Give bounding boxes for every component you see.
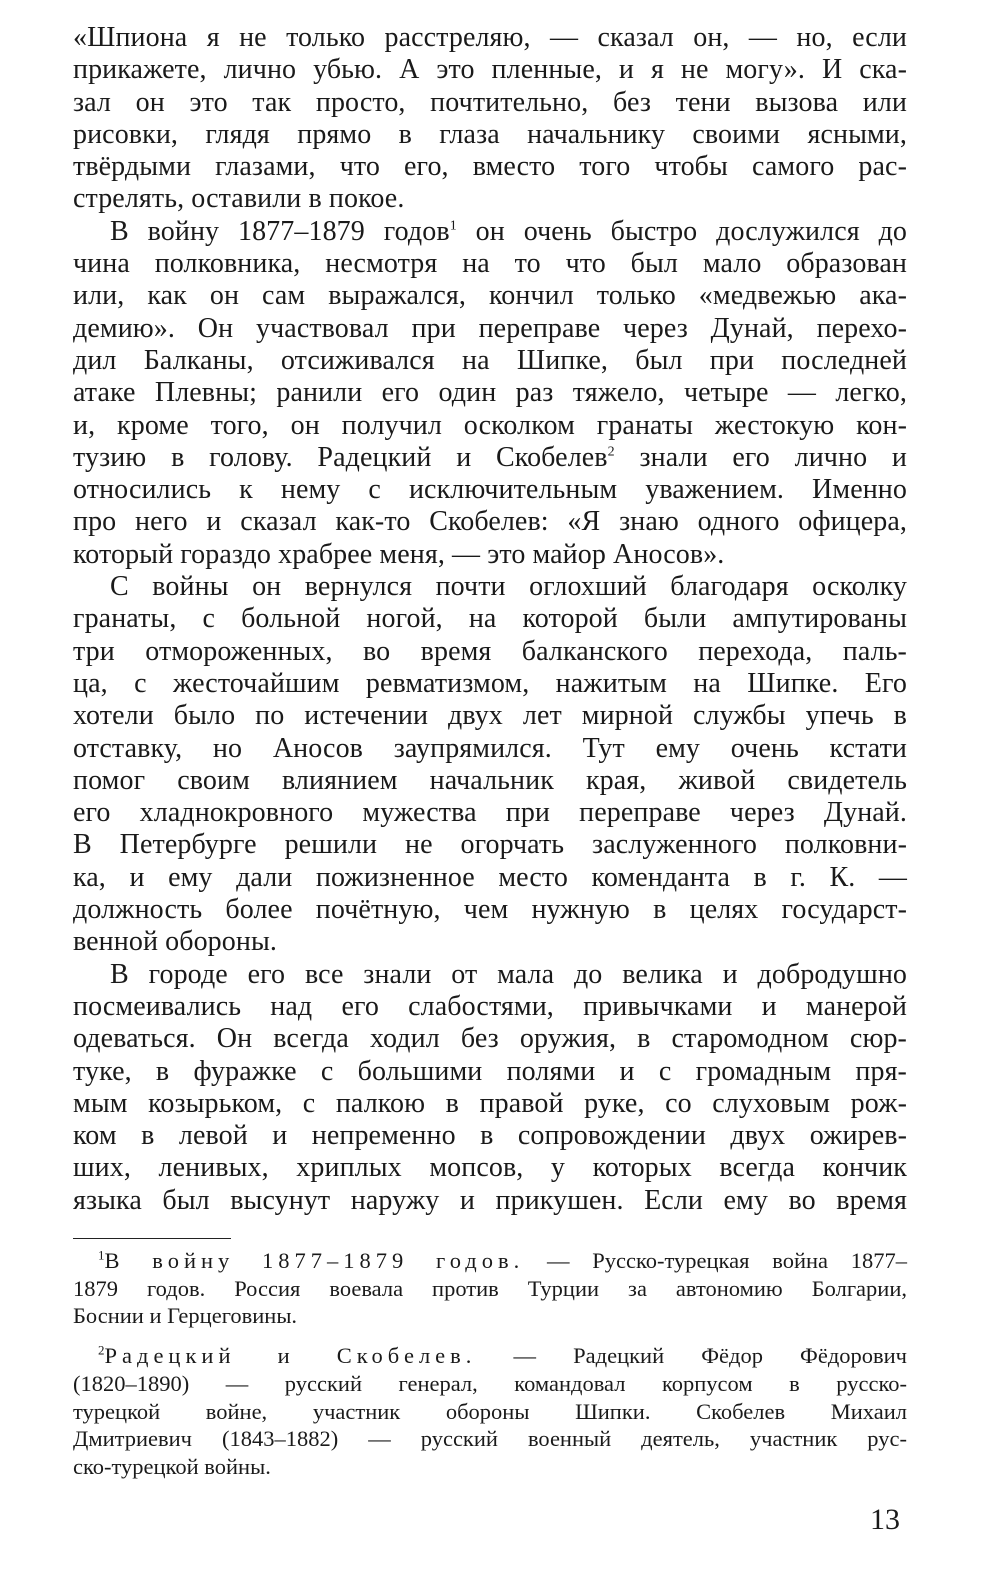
footnote-number: 2: [98, 1342, 105, 1358]
footnote-line: [73, 1342, 907, 1370]
text-line: венной обороны.: [73, 926, 277, 958]
text-line: и, кроме того, он получил осколком гранаты жестокую кон-: [73, 409, 907, 441]
footnote-ref-2: 2: [607, 444, 615, 460]
text-line: мым козырьком, с палкою в правой руке, со слуховым рож-: [73, 1087, 907, 1119]
footnote-line: 1879 годов. Россия воевала против Турции за автономию Болгарии,: [73, 1275, 907, 1301]
text-line: стрелять, оставили в покое.: [73, 183, 405, 215]
text-line: языка был высунут наружу и прикушен. Если ему во время: [73, 1184, 907, 1216]
text-line: или, как он сам выражался, кончил только «медвежью ака-: [73, 280, 907, 312]
footnote-text: — Радецкий Фёдор Фёдорович: [476, 1343, 907, 1369]
text-line: посмеивались над его слабостями, привычками и манерой: [73, 990, 907, 1022]
text-fragment: знали его лично и: [614, 441, 908, 473]
text-line: [73, 442, 907, 474]
footnote-ref-1: 1: [449, 218, 457, 234]
text-line: ка, и ему дали пожизненное место коменданта в г. К. —: [73, 861, 907, 893]
text-line: три отмороженных, во время балканского перехода, паль-: [73, 635, 907, 667]
text-line: [73, 216, 907, 248]
text-line: его хладнокровного мужества при переправе через Дунай.: [73, 797, 907, 829]
text-line: чина полковника, несмотря на то что был мало образован: [73, 248, 907, 280]
text-fragment: В войну 1877–1879 годов: [110, 215, 450, 247]
text-line: С войны он вернулся почти оглохший благодаря осколку: [110, 571, 907, 603]
text-line: должность более почётную, чем нужную в целях государст-: [73, 894, 907, 926]
footnotes: [73, 1247, 907, 1481]
footnote-divider: [73, 1238, 231, 1239]
text-line: относились к нему с исключительным уважением. Именно: [73, 474, 907, 506]
paragraph-4: [73, 959, 907, 1217]
text-line: «Шпиона я не только расстреляю, — сказал он, — но, если: [73, 22, 907, 53]
text-line: В городе его все знали от мала до велика и добродушно: [110, 958, 907, 990]
text-line: отставку, но Аносов заупрямился. Тут ему очень кстати: [73, 732, 907, 764]
text-line: который гораздо храбрее меня, — это майор Аносов».: [73, 538, 725, 570]
text-line: В Петербурге решили не огорчать заслуженного полковни-: [73, 829, 907, 861]
text-fragment: тузию в голову. Радецкий и Скобелев: [73, 441, 608, 473]
text-line: гранаты, с больной ногой, на которой были ампутированы: [73, 603, 907, 635]
footnote-line: [73, 1247, 907, 1275]
paragraph-1: [73, 22, 907, 216]
text-line: дил Балканы, отсиживался на Шипке, был при последней: [73, 344, 907, 376]
text-line: про него и сказал как-то Скобелев: «Я знаю одного офицера,: [73, 506, 907, 538]
text-line: демию». Он участвовал при переправе через Дунай, перехо-: [73, 312, 907, 344]
footnote-term: В войну 1877–1879 годов.: [104, 1248, 525, 1273]
footnote-number: 1: [98, 1247, 105, 1263]
text-line: ших, ленивых, хриплых мопсов, у которых всегда кончик: [73, 1152, 907, 1184]
text-line: туке, в фуражке с большими полями и с громадным пря-: [73, 1055, 907, 1087]
text-line: прикажете, лично убью. А это пленные, и я не могу». И ска-: [73, 54, 907, 86]
text-line: ком в левой и непременно в сопровождении двух ожирев-: [73, 1120, 907, 1152]
text-line: атаке Плевны; ранили его один раз тяжело, четыре — легко,: [73, 377, 907, 409]
footnote-text: — Русско-турецкая война 1877–: [524, 1248, 908, 1273]
footnote-2: [73, 1342, 907, 1481]
paragraph-2: [73, 216, 907, 571]
text-line: хотели было по истечении двух лет мирной службы упечь в: [73, 700, 907, 732]
footnote-line: Дмитриевич (1843–1882) — русский военный деятель, участник рус-: [73, 1426, 907, 1452]
text-line: ца, с жесточайшим ревматизмом, нажитым на Шипке. Его: [73, 667, 907, 699]
text-fragment: он очень быстро дослужился до: [456, 215, 908, 247]
footnote-1: [73, 1247, 907, 1330]
paragraph-3: [73, 571, 907, 959]
main-text: [73, 22, 907, 1217]
text-line: рисовки, глядя прямо в глаза начальнику своими ясными,: [73, 118, 907, 150]
text-line: одеваться. Он всегда ходил без оружия, в старомодном сюр-: [73, 1023, 907, 1055]
text-line: твёрдыми глазами, что его, вместо того чтобы самого рас-: [73, 151, 907, 183]
footnote-line: ско-турецкой войны.: [73, 1453, 271, 1479]
footnote-term: Радецкий и Скобелев.: [104, 1343, 477, 1369]
footnote-line: Боснии и Герцеговины.: [73, 1303, 298, 1329]
footnote-line: (1820–1890) — русский генерал, командовал корпусом в русско-: [73, 1370, 907, 1396]
text-line: зал он это так просто, почтительно, без тени вызова или: [73, 86, 907, 118]
text-line: помог своим влиянием начальник края, живой свидетель: [73, 764, 907, 796]
page-number: 13: [870, 1503, 900, 1536]
footnote-line: турецкой войне, участник обороны Шипки. Скобелев Михаил: [73, 1398, 907, 1424]
